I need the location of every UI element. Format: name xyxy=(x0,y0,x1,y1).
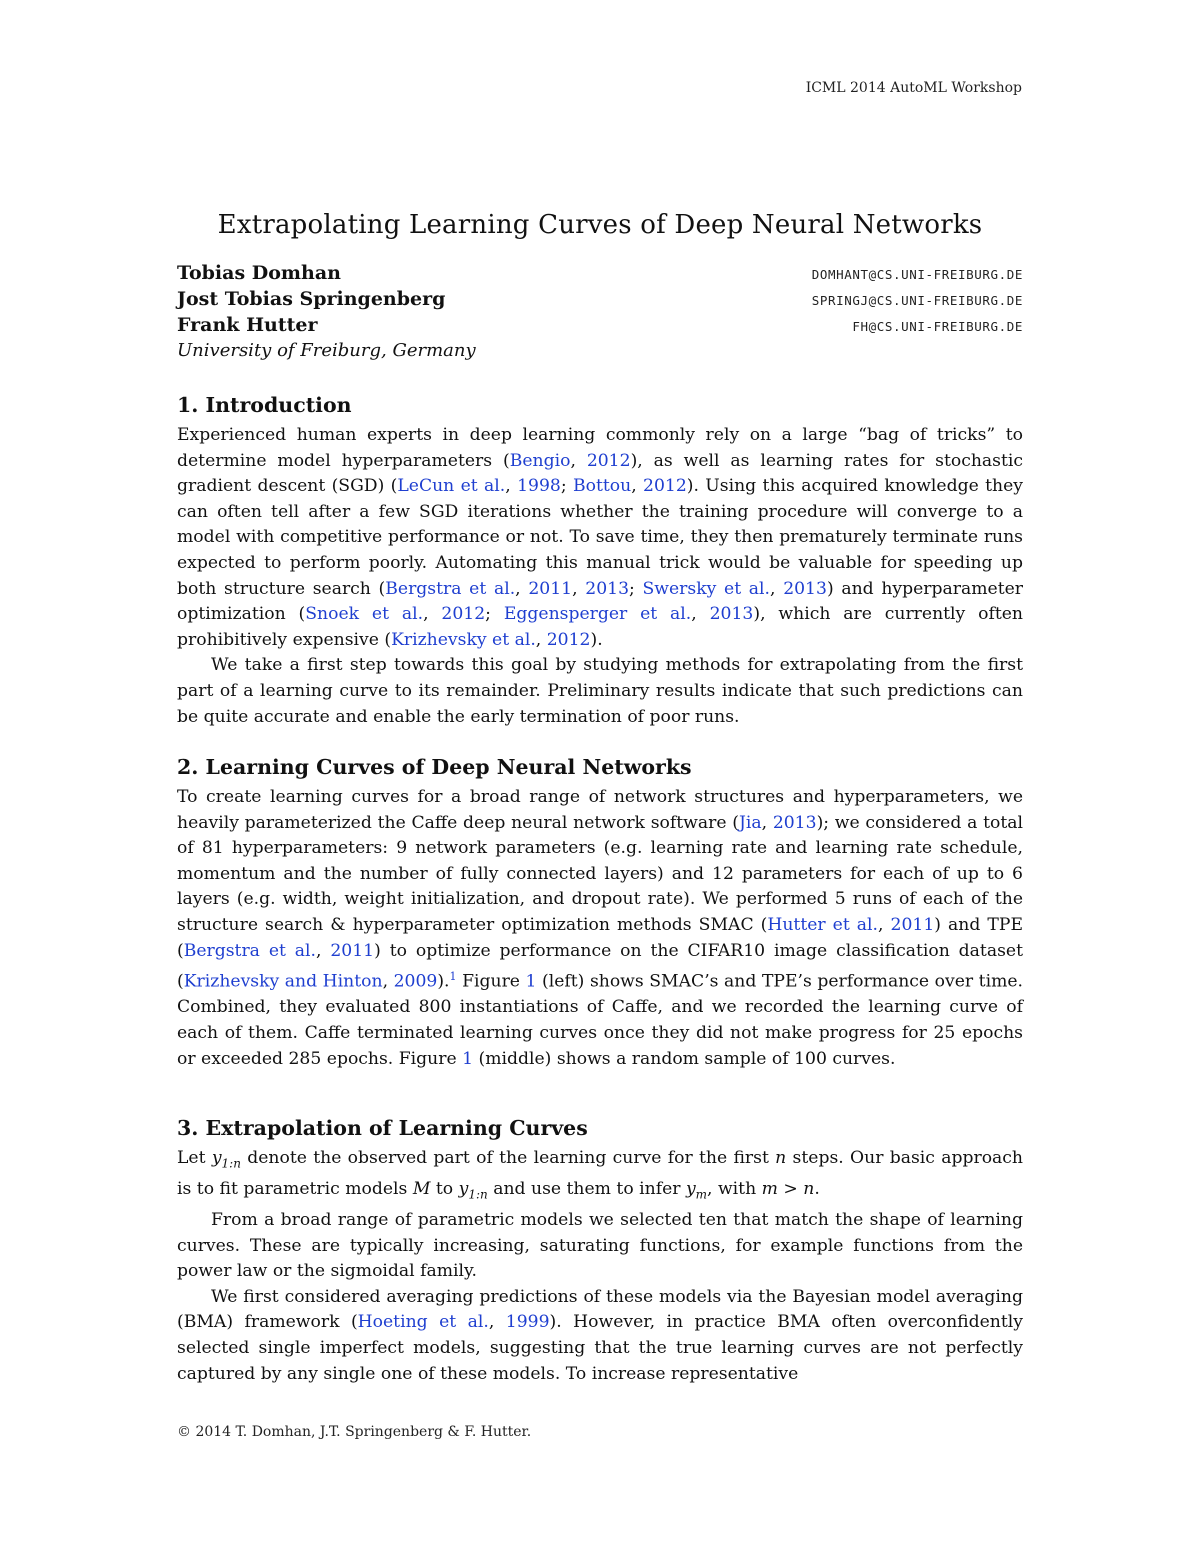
text-run: ) and TPE ( xyxy=(177,914,1023,961)
text-run: ; xyxy=(560,476,573,497)
citation-link[interactable]: LeCun et al. xyxy=(397,476,506,497)
citation-link[interactable]: Bengio xyxy=(509,450,571,471)
citation-link[interactable]: 2009 xyxy=(393,971,438,992)
math-symbol: n xyxy=(775,1148,787,1168)
math-symbol: y xyxy=(458,1179,469,1200)
citation-link[interactable]: 1998 xyxy=(517,476,561,497)
math-symbol: 1:n xyxy=(468,1187,488,1202)
text-run: , xyxy=(382,971,394,992)
citation-link[interactable]: 2013 xyxy=(772,812,817,833)
text-run: ). xyxy=(590,629,603,650)
text-run: ), as well as learning rates for stochastic gradient descent (SGD) ( xyxy=(177,450,1023,497)
text-run: Experienced human experts in deep learning commonly rely on a large “bag of tricks” to determine model hyperparameters ( xyxy=(177,425,1023,471)
author-row xyxy=(177,262,1023,288)
text-run: , xyxy=(878,914,891,935)
author-row xyxy=(177,314,1023,340)
text-run: , xyxy=(770,578,784,599)
author-name: Frank Hutter xyxy=(177,314,318,336)
text-run: , with xyxy=(707,1179,762,1200)
text-run: , xyxy=(570,450,587,471)
citation-link[interactable]: Jia xyxy=(738,812,762,833)
math-symbol: M xyxy=(412,1179,431,1200)
citation-link[interactable]: Bergstra et al. xyxy=(385,578,516,599)
text-run: ). However, in practice BMA often overconfidently selected single imperfect models, suggesting that the true learning curves are not perfectly captured by any single one of these models. To increase representative xyxy=(177,1312,1023,1384)
citation-link[interactable]: 2012 xyxy=(546,629,591,650)
text-run: Figure xyxy=(456,971,526,992)
text-run: denote the observed part of the learning curve for the first xyxy=(240,1148,776,1168)
text-run: To create learning curves for a broad range of network structures and hyperparameters, we heavily parameterized the Caffe deep neural network software ( xyxy=(177,787,1023,833)
author-name: Jost Tobias Springenberg xyxy=(177,288,446,310)
paragraph xyxy=(177,1285,1023,1387)
citation-link[interactable]: Swersky et al. xyxy=(642,578,771,599)
running-head: ICML 2014 AutoML Workshop xyxy=(805,80,1022,96)
citation-link[interactable]: 1999 xyxy=(505,1312,550,1333)
text-run: ; xyxy=(629,578,643,599)
text-run: ). xyxy=(437,971,450,992)
text-run: steps. Our basic approach is to fit parametric models xyxy=(177,1148,1023,1200)
text-run: ). Using this acquired knowledge they can often tell after a few SGD iterations whether the training procedure will converge to a model with competitive performance or not. To save time, they then prematurely terminate runs expected to perform poorly. Automating this manual trick would be valuable for speeding up both structure search ( xyxy=(177,476,1023,599)
section-heading: 2. Learning Curves of Deep Neural Networks xyxy=(177,755,692,779)
text-run: Let xyxy=(177,1148,212,1168)
paragraph xyxy=(177,653,1023,730)
text-run: From a broad range of parametric models we selected ten that match the shape of learning curves. These are typically increasing, saturating functions, for example functions from the power law or the sigmoidal family. xyxy=(177,1210,1023,1282)
text-run: (middle) shows a random sample of 100 curves. xyxy=(473,1048,896,1069)
text-run: , xyxy=(535,629,547,650)
text-run: and use them to infer xyxy=(487,1179,686,1200)
math-symbol: 1:n xyxy=(221,1156,241,1171)
math-symbol: m xyxy=(695,1187,708,1202)
text-run: , xyxy=(423,604,442,625)
citation-link[interactable]: 1 xyxy=(462,1048,474,1069)
paragraph xyxy=(177,1208,1023,1285)
citation-link[interactable]: 2013 xyxy=(709,604,754,625)
text-run: ) to optimize performance on the CIFAR10 image classification dataset ( xyxy=(177,940,1023,992)
citation-link[interactable]: 2013 xyxy=(585,578,630,599)
author-email[interactable]: DOMHANT@CS.UNI-FREIBURG.DE xyxy=(811,267,1023,282)
author-email[interactable]: SPRINGJ@CS.UNI-FREIBURG.DE xyxy=(811,293,1023,308)
author-name: Tobias Domhan xyxy=(177,262,341,284)
text-run: We first considered averaging predictions of these models via the Bayesian model averaging (BMA) framework ( xyxy=(177,1286,1023,1333)
text-run: , xyxy=(505,476,518,497)
text-run: , xyxy=(515,578,529,599)
section-heading: 1. Introduction xyxy=(177,393,352,417)
math-symbol: y xyxy=(211,1148,222,1168)
citation-link[interactable]: 1 xyxy=(525,971,537,992)
section-learning-curves xyxy=(177,753,1023,1072)
citation-link[interactable]: 2011 xyxy=(330,940,375,961)
text-run: ) and hyperparameter optimization ( xyxy=(177,578,1023,625)
citation-link[interactable]: Krizhevsky et al. xyxy=(391,629,536,650)
citation-link[interactable]: 2013 xyxy=(783,578,827,599)
text-run: . xyxy=(814,1179,820,1200)
footnote-link[interactable]: 1 xyxy=(449,970,457,984)
author-row xyxy=(177,288,1023,314)
paragraph xyxy=(177,1146,1023,1208)
section-introduction xyxy=(177,391,1023,730)
math-symbol: n xyxy=(803,1179,815,1200)
paragraph xyxy=(177,785,1023,1072)
text-run: We take a first step towards this goal by studying methods for extrapolating from the first part of a learning curve to its remainder. Preliminary results indicate that such predictions can be quite accurate and enable the early termination of poor runs. xyxy=(177,655,1023,727)
section-extrapolation xyxy=(177,1114,1023,1387)
citation-link[interactable]: 2012 xyxy=(586,450,631,471)
text-run: , xyxy=(691,604,710,625)
citation-link[interactable]: Snoek et al. xyxy=(305,604,424,625)
text-run: , xyxy=(631,476,644,497)
text-run: to xyxy=(430,1179,459,1200)
citation-link[interactable]: Bottou xyxy=(572,476,632,497)
affiliation: University of Freiburg, Germany xyxy=(177,340,476,361)
citation-link[interactable]: Bergstra et al. xyxy=(183,940,317,961)
paragraph xyxy=(177,423,1023,653)
author-email[interactable]: FH@CS.UNI-FREIBURG.DE xyxy=(852,319,1023,334)
citation-link[interactable]: Hutter et al. xyxy=(767,914,879,935)
citation-link[interactable]: 2011 xyxy=(890,914,935,935)
text-run: , xyxy=(316,940,331,961)
citation-link[interactable]: Krizhevsky and Hinton xyxy=(183,971,383,992)
citation-link[interactable]: 2012 xyxy=(441,604,486,625)
copyright-footer: © 2014 T. Domhan, J.T. Springenberg & F. Hutter. xyxy=(177,1424,532,1440)
citation-link[interactable]: Eggensperger et al. xyxy=(503,604,692,625)
citation-link[interactable]: Hoeting et al. xyxy=(357,1312,489,1333)
paper-title: Extrapolating Learning Curves of Deep Neural Networks xyxy=(217,210,983,241)
text-run: ), which are currently often prohibitively expensive ( xyxy=(177,604,1023,650)
text-run: > xyxy=(777,1179,804,1200)
math-symbol: y xyxy=(685,1179,696,1200)
text-run: , xyxy=(761,812,773,833)
citation-link[interactable]: 2011 xyxy=(528,578,573,599)
math-symbol: m xyxy=(761,1179,778,1200)
text-run: ; xyxy=(485,604,504,625)
section-heading: 3. Extrapolation of Learning Curves xyxy=(177,1116,588,1140)
text-run: ); we considered a total of 81 hyperparameters: 9 network parameters (e.g. learning rate and learning rate schedule, momentum and the number of fully connected layers) and 12 parameters for each of up to 6 layers (e.g. width, weight initialization, and dropout rate). We performed 5 runs of each of the structure search & hyperparameter optimization methods SMAC ( xyxy=(177,812,1024,935)
text-run: , xyxy=(572,578,586,599)
text-run: (left) shows SMAC’s and TPE’s performance over time. Combined, they evaluated 800 instantiations of Caffe, and we recorded the learning curve of each of them. Caffe terminated learning curves once they did not make progress for 25 epochs or exceeded 285 epochs. Figure xyxy=(177,971,1023,1069)
citation-link[interactable]: 2012 xyxy=(643,476,687,497)
text-run: , xyxy=(488,1312,506,1333)
